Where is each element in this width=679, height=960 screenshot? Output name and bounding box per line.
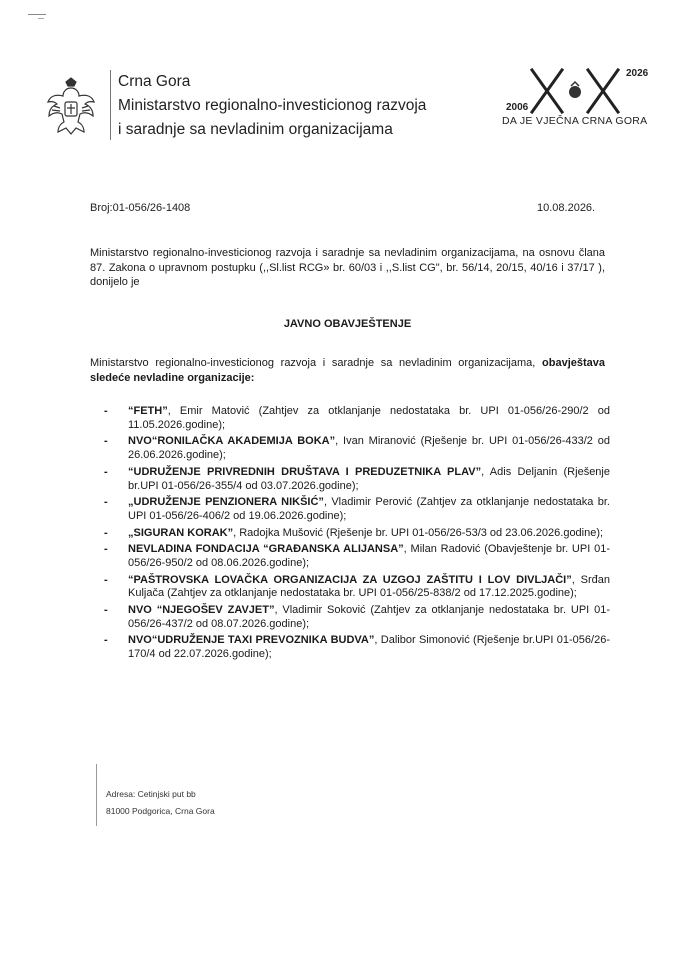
bullet-dash: - bbox=[104, 465, 108, 478]
scan-mark bbox=[28, 14, 46, 15]
bullet-dash: - bbox=[104, 435, 108, 448]
org-name: NVO“RONILAČKA AKADEMIJA BOKA” bbox=[128, 435, 336, 448]
document-title: JAVNO OBAVJEŠTENJE bbox=[283, 318, 412, 330]
org-details: , Milan Radović (Obavještenje br. UPI 01-056/26-950/2 od 08.06.2026.godine); bbox=[128, 543, 610, 569]
lead-bold-text: obavještava sledeće nevladine organizacije: bbox=[90, 357, 605, 384]
org-name: NVO “NJEGOŠEV ZAVJET” bbox=[128, 603, 275, 616]
org-name: „SIGURAN KORAK” bbox=[128, 526, 234, 539]
org-details: , Vladimir Perović (Zahtjev za otklanjanje nedostataka br. UPI 01-056/26-406/2 od 19.06.2026.godine); bbox=[128, 496, 610, 522]
organizations-list bbox=[102, 405, 610, 665]
header-divider bbox=[110, 70, 111, 140]
document-date: 10.08.2026. bbox=[537, 202, 596, 214]
org-details: , Emir Matović (Zahtjev za otklanjanje nedostataka br. UPI 01-056/26-290/2 od 11.05.2026.godine); bbox=[128, 405, 610, 431]
footer-address-line1: Adresa: Cetinjski put bb bbox=[106, 789, 196, 799]
bullet-dash: - bbox=[104, 543, 108, 556]
coat-of-arms-icon bbox=[46, 76, 96, 138]
org-name: “PAŠTROVSKA LOVAČKA ORGANIZACIJA ZA UZGOJ ZAŠTITU I LOV DIVLJAČI” bbox=[128, 573, 572, 586]
org-name: „UDRUŽENJE PENZIONERA NIKŠIĆ” bbox=[128, 496, 324, 509]
ministry-header bbox=[118, 70, 426, 142]
org-details: , Ivan Miranović (Rješenje br. UPI 01-056/26-433/2 od 26.06.2026.godine); bbox=[128, 435, 611, 462]
list-item bbox=[102, 604, 610, 632]
org-details: , Srđan Kuljača (Zahtjev za otklanjanje nedostataka br. UPI 01-056/25-838/2 od 17.12.2025.godine); bbox=[128, 573, 610, 600]
org-details: , Adis Deljanin (Rješenje br.UPI 01-056/26-355/4 od 03.07.2026.godine); bbox=[128, 465, 610, 492]
list-item bbox=[102, 543, 610, 571]
org-name: “FETH” bbox=[128, 405, 168, 417]
scan-mark bbox=[38, 18, 44, 19]
list-item bbox=[102, 496, 610, 524]
lead-text: Ministarstvo regionalno-investicionog razvoja i saradnje sa nevladinim organizacijama, bbox=[90, 357, 536, 369]
bullet-dash: - bbox=[104, 603, 108, 616]
footer-divider bbox=[96, 764, 97, 826]
ministry-name-line1: Ministarstvo regionalno-investicionog razvoja bbox=[118, 97, 427, 114]
bullet-dash: - bbox=[104, 526, 108, 539]
intro-paragraph: Ministarstvo regionalno-investicionog razvoja i saradnje sa nevladinim organizacijama, na osnovu člana 87. Zakona o upravnom postupku (,,Sl.list RCG» br. 60/03 i ,,S.list CG", br. 56/14, 20/15, 40/16 i 37/17 ), donijelo je bbox=[90, 247, 605, 288]
bullet-dash: - bbox=[104, 634, 108, 647]
bullet-dash: - bbox=[104, 405, 108, 417]
document-number: Broj:01-056/26-1408 bbox=[90, 202, 191, 214]
logo-year-right: 2026 bbox=[626, 68, 649, 79]
list-item bbox=[102, 405, 610, 433]
footer-address-line2: 81000 Podgorica, Crna Gora bbox=[106, 806, 215, 816]
list-item bbox=[102, 435, 610, 463]
org-details: , Vladimir Soković (Zahtjev za otklanjanje nedostataka br. UPI 01-056/26-437/2 od 08.07.2026.godine); bbox=[128, 603, 611, 630]
bullet-dash: - bbox=[104, 573, 108, 586]
list-item bbox=[102, 527, 610, 541]
org-details: , Dalibor Simonović (Rješenje br.UPI 01-056/26-170/4 od 22.07.2026.godine); bbox=[128, 634, 610, 661]
list-item bbox=[102, 574, 610, 602]
bullet-dash: - bbox=[104, 496, 108, 509]
list-item bbox=[102, 634, 610, 662]
logo-slogan: DA JE VJEČNA CRNA GORA bbox=[502, 115, 648, 127]
org-name: NEVLADINA FONDACIJA “GRAĐANSKA ALIJANSA” bbox=[128, 543, 404, 556]
ministry-name-line2: i saradnje sa nevladinim organizacijama bbox=[118, 121, 393, 138]
country-name: Crna Gora bbox=[118, 73, 191, 90]
lead-paragraph bbox=[90, 356, 605, 385]
org-details: , Radojka Mušović (Rješenje br. UPI 01-056/26-53/3 od 23.06.2026.godine); bbox=[233, 526, 604, 539]
logo-year-left: 2006 bbox=[506, 102, 529, 113]
list-item bbox=[102, 466, 610, 494]
org-name: NVO“UDRUŽENJE TAXI PREVOZNIKA BUDVA” bbox=[128, 634, 375, 647]
org-name: “UDRUŽENJE PRIVREDNIH DRUŠTAVA I PREDUZETNIKA PLAV” bbox=[128, 465, 482, 478]
